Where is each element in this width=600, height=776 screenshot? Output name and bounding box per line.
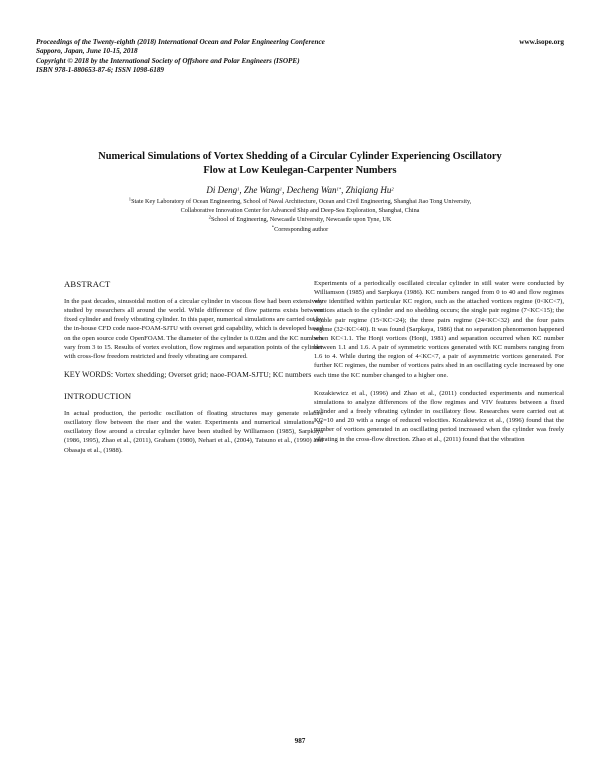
left-column xyxy=(64,279,323,464)
title-line-2: Flow at Low Keulegan-Carpenter Numbers xyxy=(203,164,397,176)
author-name: Decheng Wan xyxy=(286,185,337,195)
corresponding-author-note: *Corresponding author xyxy=(271,224,329,233)
isbn-issn: ISBN 978-1-880653-87-6; ISSN 1098-6189 xyxy=(36,66,164,75)
abstract-heading: ABSTRACT xyxy=(64,279,111,289)
author-affiliation-mark: 2 xyxy=(391,186,394,192)
keywords-label: KEY WORDS: xyxy=(64,370,114,380)
affiliation-mark: 2 xyxy=(208,214,211,220)
affiliation-2: $^2$School of Engineering, Newcastle University, Newcastle upon Tyne, UK xyxy=(208,214,392,224)
introduction-paragraph-3: Kozakiewicz et al., (1996) and Zhao et al., (2011) conducted experiments and numerical simulations to analyze differences of the flow regimes and VIV features between a fixed cylinder and a freely vibrating cylinder in oscillatory flow. Researches were carried out at KC=10 and 20 with a range of reduced velocities. Kozakiewicz et al., (1996) found that the number of vortices generated in an oscillating period increased when the cylinder was freely vibrating in the cross-flow direction. Zhao et al., (2011) found that the vibration xyxy=(314,389,564,443)
abstract-text: In the past decades, sinusoidal motion of a circular cylinder in viscous flow had been extensively studied by researchers all around the world. While difference of flow patterns exists between fixed cylinder and freely vibrating cylinder. In this paper, numerical simulations are carried out by the in-house CFD code naoe-FOAM-SJTU with overset grid capability, which is developed based on the open source code OpenFOAM. The diameter of the cylinder is 0.02m and the KC numbers vary from 3 to 15. Results of vortex evolution, flow regimes and separation points of the cylinder with cross-flow freedom restricted and freely vibrating are compared. xyxy=(64,298,324,360)
conference-header xyxy=(36,38,506,76)
right-column xyxy=(314,279,564,453)
introduction-heading: INTRODUCTION xyxy=(64,390,132,401)
author-name: Zhiqiang Hu xyxy=(345,185,392,195)
author-affiliation-mark: 1 xyxy=(237,186,240,192)
affiliation-mark: 1 xyxy=(128,196,132,202)
introduction-paragraph-2: Experiments of a periodically oscillated circular cylinder in still water were conducted by Williamson (1985) and Sarpkaya (1986). KC numbers ranged from 0 to 40 and flow regimes were identified within particular KC region, such as the attached vortices regime (0<KC<7), vortices attach to the cylinder and no shedding occurs; the single pair regime (7<KC<15); the double pair regime (15<KC<24); the three pairs regime (24<KC<32) and the four pairs regime (32<KC<40). It was found (Sarpkaya, 1986) that no separation phenomenon happened when KC<1.1. The Honji vortices (Honji, 1981) and separation occurred when KC number between 1.1 and 1.6. A pair of symmetric vortices generated with KC numbers ranging from 1.6 to 4. While during the region of 4<KC<7, a pair of asymmetric vortices generated. For further KC regimes, the number of vortices pairs shed in an oscillating cycle increased by one each time the KC number changed to a higher one. xyxy=(314,280,564,379)
author-name: Zhe Wang xyxy=(243,185,280,195)
website-link[interactable]: www.isope.org xyxy=(519,38,564,46)
affiliations xyxy=(36,197,564,234)
keywords-text: Vortex shedding; Overset grid; naoe-FOAM-SJTU; KC numbers xyxy=(114,370,312,380)
title-line-1: Numerical Simulations of Vortex Shedding of a Circular Cylinder Experiencing Oscillatory xyxy=(98,151,502,162)
keywords xyxy=(64,370,323,380)
page-number: 987 xyxy=(294,737,306,745)
author-affiliation-mark: 1 xyxy=(279,186,283,192)
affiliation-1-line-1: $^1$State Key Laboratory of Ocean Engineering, School of Naval Architecture, Ocean and Civil Engineering, Shanghai Jiao Tong University, xyxy=(128,196,472,205)
paper-title xyxy=(36,150,564,177)
author-affiliation-mark: 1* xyxy=(336,186,342,192)
introduction-paragraph-1: In actual production, the periodic oscillation of floating structures may generate relative oscillatory flow between the riser and the water. Experiments and numerical simulations of oscillatory flow around a circular cylinder have been studied by Williamson (1985), Sarpkaya (1986, 1995), Zhao et al., (2011), Graham (1980), Nehari et al., (2004), Tatsuno et al., (1990) and Obasaju et al., (1988). xyxy=(64,409,323,454)
affiliation-1-line-2: Collaborative Innovation Center for Advanced Ship and Deep-Sea Exploration, Shanghai, China xyxy=(180,207,420,215)
author-name: Di Deng xyxy=(206,185,238,195)
author-list: Di Deng$^1$, Zhe Wang$^1$, Decheng Wan$^{1*}$, Zhiqiang Hu$^2$ xyxy=(206,185,394,195)
conference-name: Proceedings of the Twenty-eighth (2018) International Ocean and Polar Engineering Conference xyxy=(36,38,325,46)
conference-location-date: Sapporo, Japan, June 10-15, 2018 xyxy=(36,47,138,56)
corresponding-mark: * xyxy=(271,224,275,230)
copyright-notice: Copyright © 2018 by the International Society of Offshore and Polar Engineers (ISOPE) xyxy=(36,56,300,65)
